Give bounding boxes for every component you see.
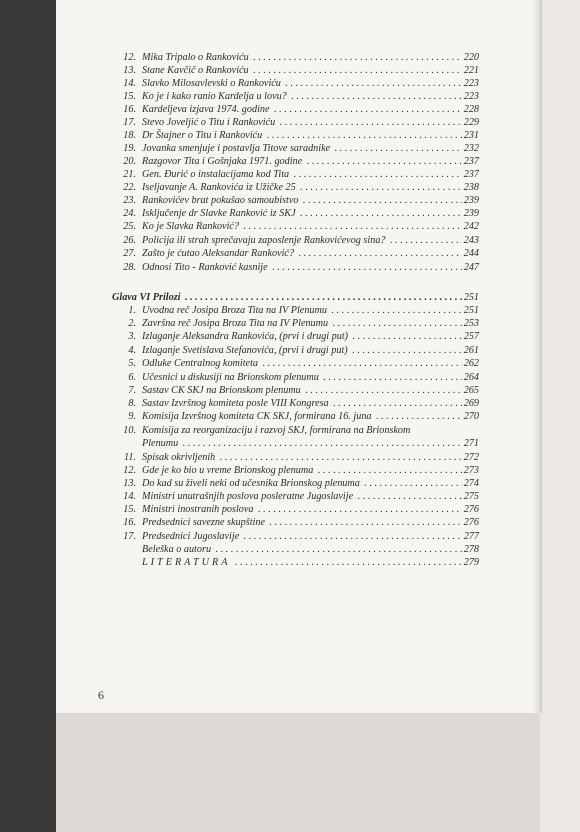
entry-title: Dr Štajner o Titu i Rankoviću (142, 130, 263, 141)
entry-page: 237 (463, 169, 479, 180)
entry-page: 231 (463, 130, 479, 141)
toc-entry (112, 142, 479, 155)
entry-number: 17. (123, 531, 136, 542)
entry-page: 261 (463, 345, 479, 356)
entry-number: 14. (123, 78, 136, 89)
entry-page: 276 (463, 504, 479, 515)
entry-title: Izlaganje Svetislava Stefanovića, (prvi i drugi put) (142, 345, 348, 356)
entry-number: 6. (128, 372, 136, 383)
entry-number: 11. (124, 452, 136, 463)
toc-entry (112, 424, 479, 450)
entry-title: Sastav CK SKJ na Brionskom plenumu (142, 385, 301, 396)
entry-title: Ministri inostranih poslova (142, 504, 254, 515)
entry-title: LITERATURA (142, 557, 231, 568)
entry-number: 19. (123, 143, 136, 154)
entry-title: Gen. Đurić o instalacijama kod Tita (142, 169, 290, 180)
toc-entry (112, 247, 479, 260)
toc-entry (112, 464, 479, 477)
toc-entry (112, 64, 479, 77)
toc-entry (112, 194, 479, 207)
entry-number: 9. (128, 411, 136, 422)
entry-number: 28. (123, 262, 136, 273)
toc-entry (112, 344, 479, 357)
toc-entry (112, 490, 479, 503)
entry-title: Stevo Joveljić o Titu i Rankoviću (142, 117, 276, 128)
entry-title: Jovanka smenjuje i postavlja Titove saradnike (142, 143, 331, 154)
toc-entry (112, 516, 479, 529)
entry-page: 251 (463, 305, 479, 316)
toc-entry (112, 207, 479, 220)
toc-entry (112, 451, 479, 464)
toc-entry (112, 116, 479, 129)
entry-page: 242 (463, 221, 479, 232)
entry-number: 12. (123, 52, 136, 63)
entry-page: 279 (463, 557, 479, 568)
chapter-page: 251 (463, 292, 479, 303)
entry-page: 276 (463, 517, 479, 528)
entry-title: Komisija za reorganizaciju i razvoj SKJ, formirana na Brionskom (142, 425, 411, 436)
entry-number: 16. (123, 104, 136, 115)
entry-title: Ministri unutrašnjih poslova posleratne Jugoslavije (142, 491, 354, 502)
entry-number: 25. (123, 221, 136, 232)
entry-number: 4. (128, 345, 136, 356)
toc-entry (112, 503, 479, 516)
entry-number: 24. (123, 208, 136, 219)
entry-title: Odluke Centralnog komiteta (142, 358, 259, 369)
entry-title: Izlaganje Aleksandra Rankovića, (prvi i drugi put) (142, 331, 349, 342)
entry-page: 271 (463, 438, 479, 449)
entry-number: 7. (128, 385, 136, 396)
entry-title: Uvodna reč Josipa Broza Tita na IV Plenumu (142, 305, 327, 316)
entry-title: Isključenje dr Slavke Ranković iz SKJ (142, 208, 296, 219)
entry-page: 278 (463, 544, 479, 555)
entry-number: 12. (123, 465, 136, 476)
entry-number: 14. (123, 491, 136, 502)
toc-entry (112, 51, 479, 64)
entry-page: 239 (463, 208, 479, 219)
entry-page: 228 (463, 104, 479, 115)
toc-entry (112, 129, 479, 142)
entry-number: 27. (123, 248, 136, 259)
entry-title: Komisija Izvršnog komiteta CK SKJ, formirana 16. juna (142, 411, 372, 422)
entry-number: 5. (128, 358, 136, 369)
entry-number: 3. (128, 331, 136, 342)
entry-number: 22. (123, 182, 136, 193)
chapter-heading (112, 291, 479, 304)
toc-entry (112, 317, 479, 330)
entry-page: 274 (463, 478, 479, 489)
entry-title: Slavko Milosavlevski o Rankoviću (142, 78, 281, 89)
toc-entry (112, 261, 479, 274)
entry-title: Ko je Slavka Ranković? (142, 221, 240, 232)
toc-entry (112, 477, 479, 490)
entry-title: Policija ili strah sprečavaju zaposlenje Rankovićevog sina? (142, 235, 386, 246)
entry-page: 232 (463, 143, 479, 154)
entry-number: 8. (128, 398, 136, 409)
entry-page: 277 (463, 531, 479, 542)
entry-page: 238 (463, 182, 479, 193)
toc-entry (112, 397, 479, 410)
entry-page: 264 (463, 372, 479, 383)
entry-page: 257 (463, 331, 479, 342)
toc-entry (112, 234, 479, 247)
toc-entry (112, 543, 479, 556)
toc-entry (112, 90, 479, 103)
toc-entry (112, 330, 479, 343)
entry-number: 17. (123, 117, 136, 128)
entry-title: Zašto je ćutao Aleksandar Ranković? (142, 248, 295, 259)
entry-title: Razgovor Tita i Gošnjaka 1971. godine (142, 156, 303, 167)
entry-number: 2. (128, 318, 136, 329)
toc-entry (112, 103, 479, 116)
toc-entry (112, 384, 479, 397)
entry-title: Ko je i kako ranio Kardelja u lovu? (142, 91, 287, 102)
entry-page: 262 (463, 358, 479, 369)
entry-title: Iseljavanje A. Rankovića iz Užičke 25 (142, 182, 296, 193)
toc-entry (112, 410, 479, 423)
entry-number: 16. (123, 517, 136, 528)
entry-title: Predsednici savezne skupštine (142, 517, 265, 528)
entry-number: 13. (123, 65, 136, 76)
entry-title: Stane Kavčič o Rankoviću (142, 65, 249, 76)
entry-number: 10. (123, 425, 136, 436)
entry-page: 269 (463, 398, 479, 409)
entry-page: 244 (463, 248, 479, 259)
entry-page: 223 (463, 91, 479, 102)
toc-entry (112, 168, 479, 181)
entry-page: 275 (463, 491, 479, 502)
entry-page: 273 (463, 465, 479, 476)
toc-entry (112, 220, 479, 233)
entry-page: 272 (463, 452, 479, 463)
entry-page: 243 (463, 235, 479, 246)
entry-title: Sastav Izvršnog komiteta posle VIII Kongresa (142, 398, 329, 409)
entry-title: Predsednici Jugoslavije (142, 531, 240, 542)
entry-page: 237 (463, 156, 479, 167)
entry-page: 220 (463, 52, 479, 63)
entry-number: 13. (123, 478, 136, 489)
entry-number: 15. (123, 504, 136, 515)
entry-page: 239 (463, 195, 479, 206)
entry-title: Kardeljeva izjava 1974. godine (142, 104, 270, 115)
entry-number: 15. (123, 91, 136, 102)
entry-title: Gde je ko bio u vreme Brionskog plenuma (142, 465, 314, 476)
toc-entry (112, 530, 479, 543)
toc-entry (112, 357, 479, 370)
entry-number: 18. (123, 130, 136, 141)
entry-page: 253 (463, 318, 479, 329)
toc-entry (112, 155, 479, 168)
entry-page: 247 (463, 262, 479, 273)
entry-title-continued: Plenumu (142, 438, 179, 449)
entry-title: Učesnici u diskusiji na Brionskom plenumu (142, 372, 319, 383)
entry-page: 265 (463, 385, 479, 396)
entry-page: 221 (463, 65, 479, 76)
toc-entry (112, 304, 479, 317)
entry-title: Spisak okrivljenih (142, 452, 216, 463)
toc-entry (112, 556, 479, 569)
entry-page: 229 (463, 117, 479, 128)
entry-number: 23. (123, 195, 136, 206)
toc-entry (112, 77, 479, 90)
entry-number: 20. (123, 156, 136, 167)
entry-title: Završna reč Josipa Broza Tita na IV Plenumu (142, 318, 329, 329)
entry-page: 223 (463, 78, 479, 89)
entry-title: Odnosi Tito - Ranković kasnije (142, 262, 268, 273)
toc-entry (112, 371, 479, 384)
entry-title: Do kad su živeli neki od učesnika Brionskog plenuma (142, 478, 360, 489)
toc-entry (112, 181, 479, 194)
entry-number: 26. (123, 235, 136, 246)
entry-title: Mika Tripalo o Rankoviću (142, 52, 249, 63)
entry-title: Rankovićev brat pokušao samoubistvo (142, 195, 299, 206)
entry-page: 270 (463, 411, 479, 422)
chapter-title: Glava VI Prilozi (112, 292, 181, 303)
entry-number: 21. (123, 169, 136, 180)
entry-title: Beleška o autoru (142, 544, 212, 555)
page-number: 6 (98, 688, 104, 702)
entry-number: 1. (128, 305, 136, 316)
